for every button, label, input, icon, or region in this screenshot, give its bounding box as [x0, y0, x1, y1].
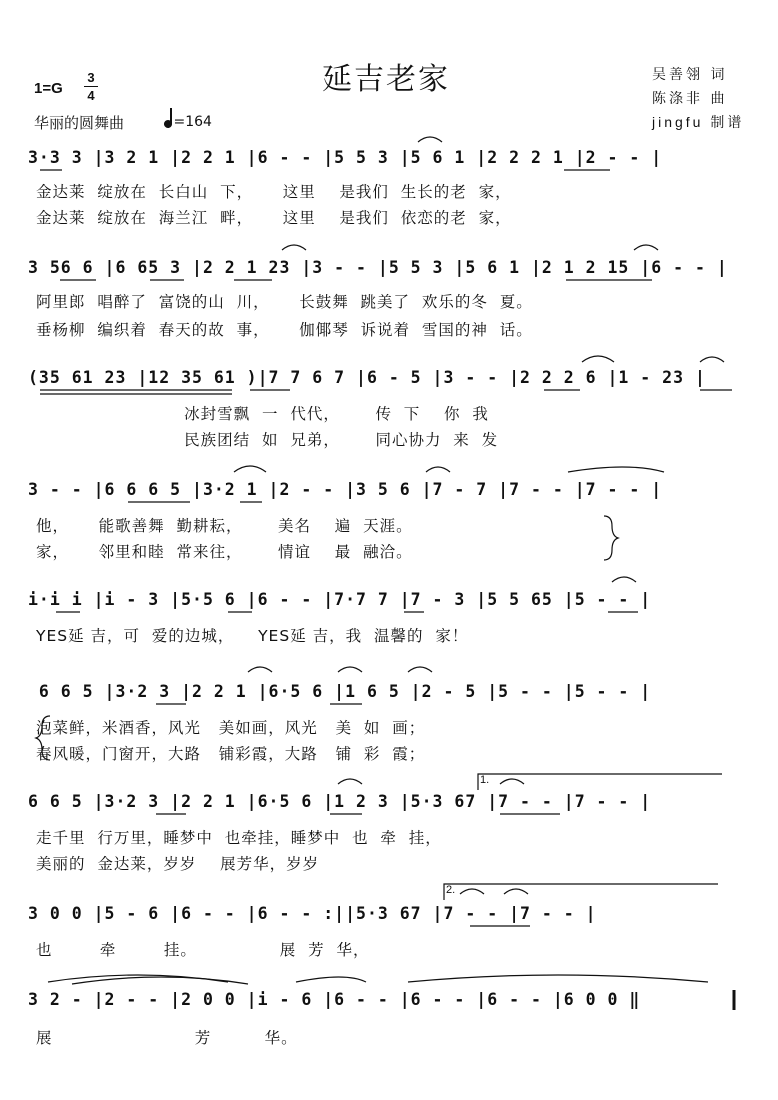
volta-2-bracket — [444, 884, 718, 900]
lyrics-line-7a: 走千里 行万里，睡梦中 也牵挂，睡梦中 也 牵 挂， — [36, 829, 442, 847]
tie-16 — [504, 889, 528, 894]
lyrics-line-9: 展 芳 华。 — [36, 1029, 298, 1047]
tie-3 — [634, 245, 658, 250]
tie-11 — [338, 667, 362, 672]
lyrics-line-2a: 阿里郎 唱醉了 富饶的山 川， 长鼓舞 跳美了 欢乐的冬 夏。 — [36, 293, 533, 311]
lyrics-line-1b: 金达莱 绽放在 海兰江 畔， 这里 是我们 依恋的老 家， — [36, 209, 512, 227]
lyrics-line-5: YES延 吉，可 爱的边城， YES延 吉，我 温馨的 家！ — [36, 627, 469, 645]
key-signature: 1=G — [34, 80, 63, 97]
tie-10 — [248, 667, 272, 672]
lyrics-line-8: 也 牵 挂。 展 芳 华， — [36, 941, 370, 959]
notation-line-9: 3 2 - |2 - - |2 0 0 |i - 6 |6 - - |6 - - |6 - - |6 0 0 ‖ — [28, 990, 641, 1009]
lyrics-line-4b: 家， 邻里和睦 常来往， 情谊 最 融洽。 — [36, 543, 413, 561]
tie-7 — [426, 467, 450, 472]
composer-credit: 陈涤非 曲 — [652, 91, 728, 107]
notation-line-7: 6 6 5 |3·2 3 |2 2 1 |6·5 6 |1 2 3 |5·3 67 |7 - - |7 - - | — [28, 792, 652, 811]
lyrics-line-7b: 美丽的 金达莱，岁岁 展芳华，岁岁 — [36, 855, 320, 873]
lyricist-credit: 吴善翎 词 — [652, 67, 728, 83]
lyrics-line-2b: 垂杨柳 编织着 春天的故 事， 伽倻琴 诉说着 雪国的神 话。 — [36, 321, 533, 339]
tie-5 — [700, 357, 724, 362]
verse-brace-right — [604, 516, 618, 560]
time-bottom: 4 — [87, 88, 95, 103]
notation-line-3: (35 61 23 |12 35 61 )|7 7 6 7 |6 - 5 |3 - - |2 2 2 6 |1 - 23 | — [28, 368, 706, 387]
time-top: 3 — [87, 70, 95, 85]
tie-13 — [338, 779, 362, 784]
volta-1-label: 1. — [480, 774, 490, 786]
arranger-credit: jingfu 制谱 — [652, 114, 745, 130]
tie-4 — [582, 356, 614, 362]
tie-6 — [234, 466, 266, 472]
verse-brace-left — [36, 716, 50, 760]
lyrics-line-6a: 泡菜鲜，米酒香，风光 美如画，风光 美 如 画； — [36, 719, 426, 737]
notation-line-4: 3 - - |6 6 6 5 |3·2 1 |2 - - |3 5 6 |7 - 7 |7 - - |7 - - | — [28, 480, 663, 499]
volta-1-bracket — [478, 774, 722, 790]
notation-line-8: 3 0 0 |5 - 6 |6 - - |6 - - :||5·3 67 |7 - - |7 - - | — [28, 904, 597, 923]
tie-15 — [460, 889, 484, 894]
tie-8 — [568, 467, 664, 472]
notation-line-1: 3·3 3 |3 2 1 |2 2 1 |6 - - |5 5 3 |5 6 1 |2 2 2 1 |2 - - | — [28, 148, 663, 167]
volta-2-label: 2. — [446, 884, 456, 896]
lyrics-line-3a: 冰封雪飘 一 代代， 传 下 你 我 — [36, 405, 489, 423]
tie-1 — [418, 137, 442, 142]
notation-line-6: 6 6 5 |3·2 3 |2 2 1 |6·5 6 |1 6 5 |2 - 5 |5 - - |5 - - | — [28, 682, 652, 701]
lyrics-line-3b: 民族团结 如 兄弟， 同心协力 来 发 — [36, 431, 499, 449]
notation-line-2: 3 56 6 |6 65 3 |2 2 1 23 |3 - - |5 5 3 |5 6 1 |2 1 2 15 |6 - - | — [28, 258, 728, 277]
tie-12 — [408, 667, 432, 672]
lyrics-line-4a: 他， 能歌善舞 勤耕耘， 美名 遍 天涯。 — [36, 517, 413, 535]
lyrics-line-6b: 春风暖，门窗开，大路 铺彩霞，大路 铺 彩 霞； — [36, 745, 426, 763]
style-label: 华丽的圆舞曲 — [34, 114, 125, 132]
tempo-marking: =164 — [164, 108, 212, 130]
tie-18 — [72, 977, 248, 984]
tie-14 — [500, 779, 524, 784]
tie-2 — [282, 245, 306, 250]
notation-line-5: i·i i |i - 3 |5·5 6 |6 - - |7·7 7 |7 - 3 |5 5 65 |5 - - | — [28, 590, 652, 609]
lyrics-line-1a: 金达莱 绽放在 长白山 下， 这里 是我们 生长的老 家， — [36, 183, 512, 201]
song-title: 延吉老家 — [322, 62, 450, 97]
tie-9 — [612, 577, 636, 582]
tie-19 — [296, 977, 366, 982]
tie-20 — [408, 975, 708, 982]
